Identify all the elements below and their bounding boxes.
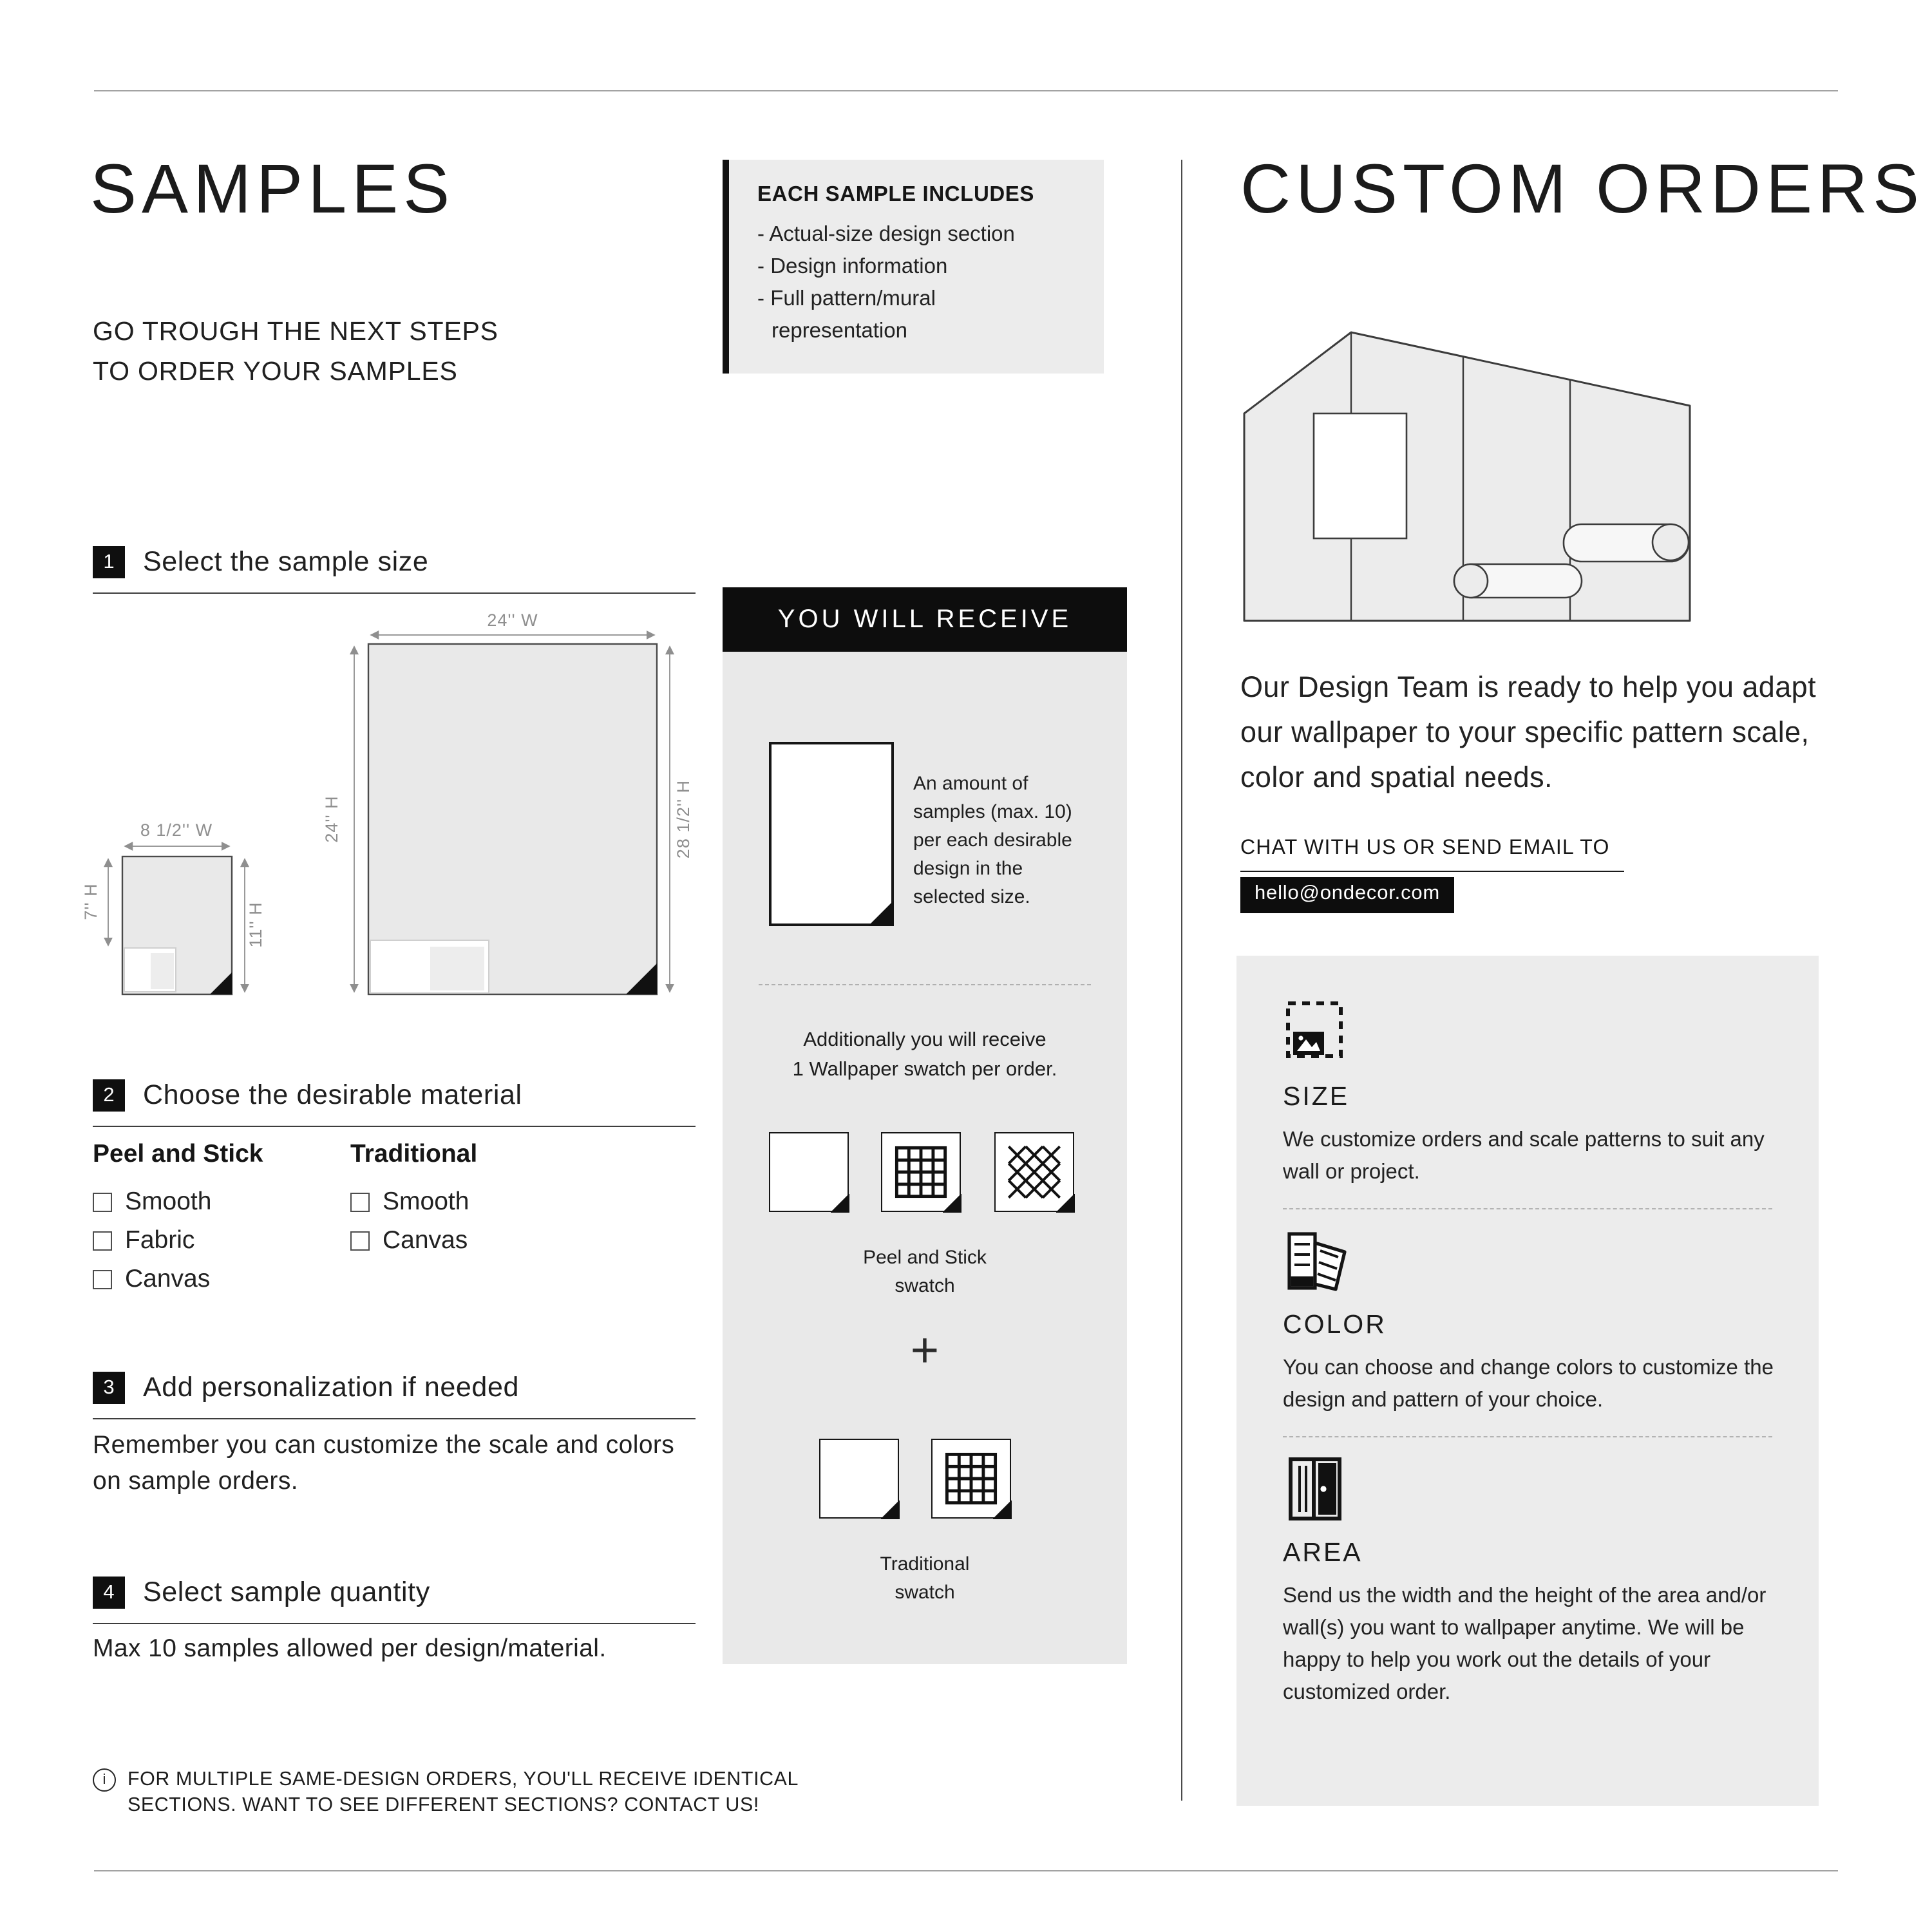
sample-includes-box: [723, 160, 1104, 374]
peel-swatch-label-line2: swatch: [895, 1275, 955, 1297]
receive-banner: YOU WILL RECEIVE: [723, 587, 1127, 652]
step-3-badge: 3: [93, 1372, 125, 1404]
step-2-badge: 2: [93, 1079, 125, 1112]
custom-orders-title: CUSTOM ORDERS: [1240, 151, 1925, 228]
plain-swatch-icon: [769, 1132, 849, 1212]
receive-swatch-note: [723, 1025, 1127, 1084]
house-wallpaper-illustration: [1240, 326, 1694, 625]
option-peel-fabric: [93, 1221, 263, 1260]
dashed-divider: [759, 984, 1091, 985]
traditional-swatch-label-line1: Traditional: [880, 1553, 970, 1575]
checkbox-peel-smooth[interactable]: [93, 1192, 112, 1211]
email-badge[interactable]: hello@ondecor.com: [1240, 877, 1454, 913]
includes-item: - Actual-size design section: [757, 219, 1070, 251]
bottom-divider: [94, 1870, 1838, 1871]
checkbox-trad-canvas[interactable]: [350, 1231, 370, 1250]
step-2-header: [93, 1079, 696, 1127]
traditional-swatch-label: [723, 1551, 1127, 1607]
feature-size-title: SIZE: [1283, 1082, 1350, 1112]
checkbox-trad-smooth[interactable]: [350, 1192, 370, 1211]
receive-samples-text: An amount of samples (max. 10) per each desirable design in the selected size.: [913, 773, 1072, 908]
material-traditional: [350, 1140, 477, 1260]
option-trad-canvas: [350, 1221, 477, 1260]
contact-block: [1240, 837, 1624, 913]
feature-color-title: COLOR: [1283, 1310, 1387, 1340]
chat-label: CHAT WITH US OR SEND EMAIL TO: [1240, 837, 1624, 872]
plus-icon: +: [910, 1324, 940, 1378]
folded-corner-icon: [830, 1193, 849, 1213]
crosshatch-swatch-icon: [994, 1132, 1074, 1212]
option-label: Fabric: [125, 1226, 195, 1255]
peel-swatch-label: [723, 1244, 1127, 1301]
material-peel-and-stick: [93, 1140, 263, 1298]
grid-swatch-icon: [931, 1439, 1011, 1519]
folded-corner-icon: [880, 1500, 900, 1519]
small-height-right-label: 11'' H: [246, 902, 265, 948]
feature-size-text: We customize orders and scale patterns to suit any wall or project.: [1283, 1128, 1765, 1184]
option-trad-smooth: [350, 1182, 477, 1221]
personalization-note: Remember you can customize the scale and colors on sample orders.: [93, 1431, 675, 1495]
option-label: Smooth: [125, 1188, 212, 1216]
custom-features-panel: [1236, 956, 1819, 1806]
traditional-swatch-label-line2: swatch: [895, 1582, 955, 1604]
option-label: Canvas: [125, 1265, 211, 1293]
step-1-header: [93, 546, 696, 594]
wallpaper-roll-icon: [1564, 524, 1689, 562]
step-3-header: [93, 1372, 696, 1419]
includes-title: EACH SAMPLE INCLUDES: [757, 183, 1035, 206]
sample-sheet-icon: [769, 742, 894, 926]
option-label: Canvas: [383, 1226, 468, 1255]
grid-swatch-icon: [881, 1132, 961, 1212]
peel-swatch-label-line1: Peel and Stick: [863, 1247, 987, 1269]
color-swatches-icon: [1283, 1227, 1350, 1294]
receive-note-line2: 1 Wallpaper swatch per order.: [792, 1059, 1057, 1081]
step-2-label: Choose the desirable material: [143, 1079, 522, 1110]
large-sample-inner-sub: [430, 947, 484, 990]
plain-swatch-icon: [819, 1439, 899, 1519]
samples-title: SAMPLES: [90, 151, 455, 228]
wallpaper-roll-icon: [1454, 564, 1582, 598]
dashed-divider: [1283, 1208, 1772, 1209]
option-label: Smooth: [383, 1188, 469, 1216]
sample-size-diagram: [81, 611, 721, 1030]
small-height-left-label: 7'' H: [81, 883, 100, 920]
step-4-badge: 4: [93, 1577, 125, 1609]
includes-list: [757, 219, 1070, 348]
footnote-line2: SECTIONS. WANT TO SEE DIFFERENT SECTIONS? CONTACT US!: [128, 1794, 759, 1816]
large-height-right-label: 28 1/2'' H: [674, 779, 693, 859]
sample-on-wall: [1314, 413, 1406, 538]
step-3-label: Add personalization if needed: [143, 1372, 519, 1403]
includes-item: - Design information: [757, 251, 1070, 283]
step-1-label: Select the sample size: [143, 546, 429, 577]
folded-corner-icon: [868, 900, 894, 926]
small-sample-inner-sub: [151, 953, 174, 989]
top-divider: [94, 90, 1838, 91]
custom-intro-text: Our Design Team is ready to help you adapt our wallpaper to your specific pattern scale, color and spatial needs.: [1240, 671, 1816, 793]
includes-item: - Full pattern/mural representation: [757, 283, 1070, 348]
feature-color-text: You can choose and change colors to customize the design and pattern of your choice.: [1283, 1356, 1774, 1412]
option-peel-smooth: [93, 1182, 263, 1221]
door-area-icon: [1283, 1455, 1350, 1522]
feature-area-title: AREA: [1283, 1538, 1363, 1567]
checkbox-peel-canvas[interactable]: [93, 1269, 112, 1289]
large-width-label: 24'' W: [487, 611, 538, 630]
samples-intro-line2: TO ORDER YOUR SAMPLES: [93, 357, 458, 386]
footnote-text: [128, 1767, 799, 1819]
info-icon: [93, 1768, 116, 1792]
step-1-badge: 1: [93, 546, 125, 578]
samples-intro-line1: GO TROUGH THE NEXT STEPS: [93, 317, 498, 346]
column-divider: [1181, 160, 1182, 1801]
you-will-receive-panel: [723, 587, 1127, 1664]
checkbox-peel-fabric[interactable]: [93, 1231, 112, 1250]
step-4-header: [93, 1577, 696, 1624]
peel-and-stick-title: Peel and Stick: [93, 1140, 263, 1168]
samples-intro: [93, 312, 498, 392]
feature-area-text: Send us the width and the height of the area and/or wall(s) you want to wallpaper anytime. We will be happy to help you work out the details of your customized order.: [1283, 1584, 1766, 1704]
dashed-divider: [1283, 1436, 1772, 1437]
image-size-icon: [1283, 999, 1350, 1066]
step-4-label: Select sample quantity: [143, 1577, 430, 1607]
footnote-line1: FOR MULTIPLE SAME-DESIGN ORDERS, YOU'LL RECEIVE IDENTICAL: [128, 1768, 799, 1790]
quantity-note: Max 10 samples allowed per design/material.: [93, 1634, 607, 1663]
receive-note-line1: Additionally you will receive: [803, 1029, 1046, 1051]
large-height-left-label: 24'' H: [322, 795, 341, 843]
option-peel-canvas: [93, 1260, 263, 1298]
traditional-title: Traditional: [350, 1140, 478, 1168]
small-width-label: 8 1/2'' W: [140, 820, 213, 840]
footnote: [93, 1767, 917, 1819]
